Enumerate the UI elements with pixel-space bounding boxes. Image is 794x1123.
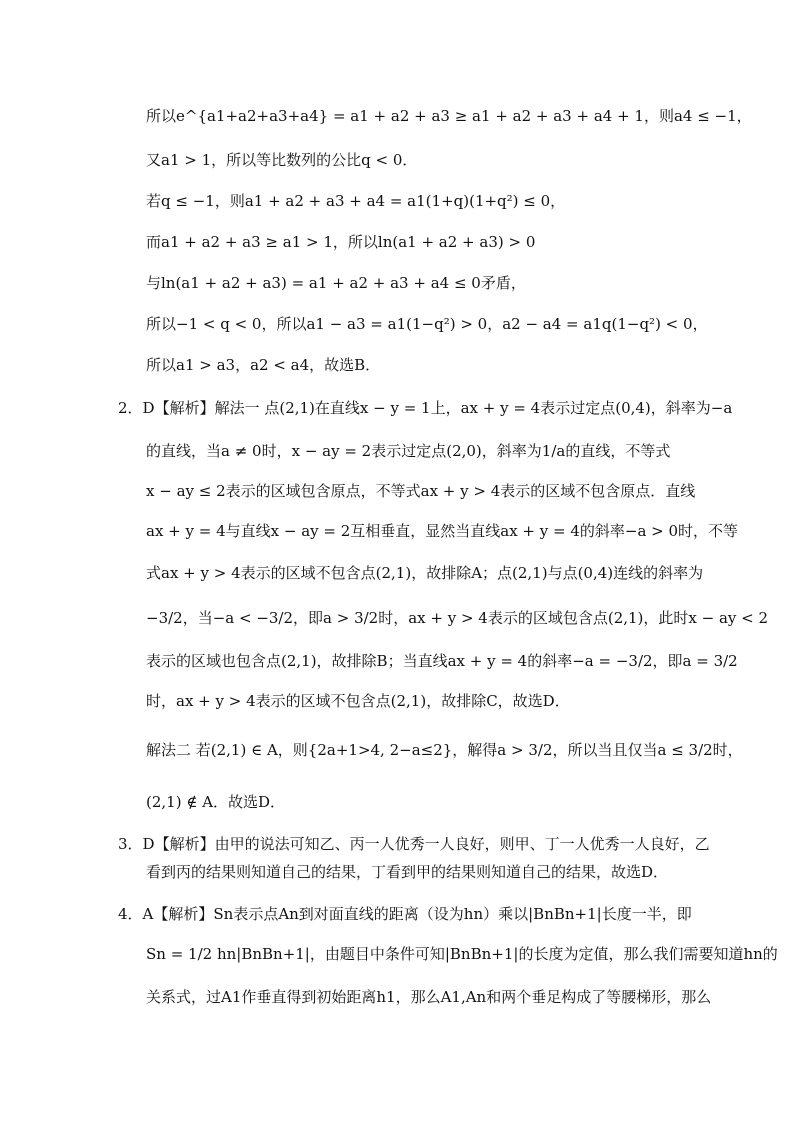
answer-item: 3．D【解析】由甲的说法可知乙、丙一人优秀一人良好，则甲、丁一人优秀一人良好，乙 <box>118 835 710 853</box>
text-line: 而a1 + a2 + a3 ≥ a1 > 1，所以ln(a1 + a2 + a3) > 0 <box>146 233 536 251</box>
text-line: 时，ax + y > 4表示的区域不包含点(2,1)，故排除C，故选D． <box>146 692 570 710</box>
text-line: 所以e^{a1+a2+a3+a4} = a1 + a2 + a3 ≥ a1 + a2 + a3 + a4 + 1，则a4 ≤ −1， <box>146 107 752 125</box>
text-line: x − ay ≤ 2表示的区域包含原点，不等式ax + y > 4表示的区域不包含原点．直线 <box>146 482 696 500</box>
text-line: 所以a1 > a3，a2 < a4，故选B． <box>146 356 381 374</box>
text-line: 解法二 若(2,1) ∈ A，则{2a+1>4, 2−a≤2}，解得a > 3/2，所以当且仅当a ≤ 3/2时， <box>146 741 743 759</box>
text-line: (2,1) ∉ A．故选D． <box>146 793 286 811</box>
text-line: 与ln(a1 + a2 + a3) = a1 + a2 + a3 + a4 ≤ 0矛盾， <box>146 274 526 292</box>
text-line: ax + y = 4与直线x − ay = 2互相垂直，显然当直线ax + y = 4的斜率−a > 0时，不等 <box>146 522 739 540</box>
text-line: 若q ≤ −1，则a1 + a2 + a3 + a4 = a1(1+q)(1+q²) ≤ 0， <box>146 192 566 210</box>
answer-item: 4．A【解析】Sn表示点An到对面直线的距离（设为hn）乘以|BnBn+1|长度一半，即 <box>118 905 692 923</box>
text-line: 所以−1 < q < 0，所以a1 − a3 = a1(1−q²) > 0，a2 − a4 = a1q(1−q²) < 0， <box>146 315 708 333</box>
text-line: 又a1 > 1，所以等比数列的公比q < 0． <box>146 151 418 169</box>
text-line: 表示的区域也包含点(2,1)，故排除B；当直线ax + y = 4的斜率−a = −3/2，即a = 3/2 <box>146 652 738 670</box>
text-line: 看到丙的结果则知道自己的结果，丁看到甲的结果则知道自己的结果，故选D． <box>146 863 669 881</box>
answer-item: 2．D【解析】解法一 点(2,1)在直线x − y = 1上，ax + y = 4表示过定点(0,4)，斜率为−a <box>118 399 733 417</box>
text-line: Sn = 1/2 hn|BnBn+1|，由题目中条件可知|BnBn+1|的长度为定值，那么我们需要知道hn的 <box>146 945 778 963</box>
text-line: 关系式，过A1作垂直得到初始距离h1，那么A1,An和两个垂足构成了等腰梯形，那么 <box>146 988 712 1006</box>
text-line: 的直线，当a ≠ 0时，x − ay = 2表示过定点(2,0)，斜率为1/a的直线，不等式 <box>146 442 671 460</box>
text-line: −3/2，当−a < −3/2，即a > 3/2时，ax + y > 4表示的区域包含点(2,1)，此时x − ay < 2 <box>146 609 769 627</box>
text-line: 式ax + y > 4表示的区域不包含点(2,1)，故排除A；点(2,1)与点(0,4)连线的斜率为 <box>146 564 704 582</box>
